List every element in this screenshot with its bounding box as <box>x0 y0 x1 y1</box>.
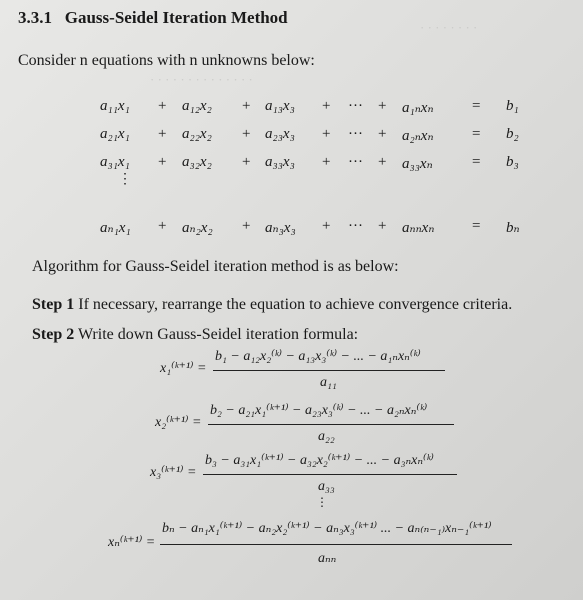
term-3: aₙ₃x₃ <box>265 220 296 236</box>
equals-sign: = <box>472 154 481 170</box>
iteration-formula <box>0 402 583 454</box>
step-label: Step 2 <box>32 326 75 343</box>
plus-sign: + <box>378 98 387 114</box>
rhs: bₙ <box>506 220 520 236</box>
term-3: a₂₃x₃ <box>265 126 295 142</box>
fraction-bar <box>203 474 457 475</box>
ellipsis: ··· <box>348 218 363 234</box>
equation-row <box>100 98 520 120</box>
plus-sign: + <box>242 126 251 142</box>
step-2 <box>32 326 358 344</box>
term-2: a₃₂x₂ <box>182 154 212 170</box>
bleed-through-text: · · · · · · · · · · · · · · <box>150 72 253 87</box>
formula-lhs: xₙ⁽ᵏ⁺¹⁾ = <box>108 535 156 550</box>
intro-text: Consider n equations with n unknowns below: <box>18 52 315 69</box>
plus-sign: + <box>158 98 167 114</box>
fraction-bar <box>160 544 512 545</box>
equals-sign: = <box>472 98 481 114</box>
plus-sign: + <box>378 154 387 170</box>
plus-sign: + <box>378 218 387 234</box>
vertical-ellipsis: ⋮ <box>316 495 328 509</box>
plus-sign: + <box>158 126 167 142</box>
plus-sign: + <box>158 154 167 170</box>
plus-sign: + <box>322 126 331 142</box>
step-label: Step 1 <box>32 296 75 313</box>
plus-sign: + <box>378 126 387 142</box>
equation-row <box>100 126 520 148</box>
term-n: aₙₙxₙ <box>402 220 435 236</box>
equation-row <box>100 154 520 176</box>
formula-denominator: a₃₃ <box>318 479 335 494</box>
iteration-formula <box>0 520 583 580</box>
term-1: a₂₁x₁ <box>100 126 130 142</box>
equals-sign: = <box>472 126 481 142</box>
formula-lhs: x₃⁽ᵏ⁺¹⁾ = <box>150 465 197 480</box>
plus-sign: + <box>158 218 167 234</box>
ellipsis: ··· <box>348 154 363 170</box>
equation-row <box>100 218 520 240</box>
equals-sign: = <box>472 218 481 234</box>
plus-sign: + <box>242 218 251 234</box>
formula-denominator: a₂₂ <box>318 429 335 444</box>
step-1 <box>32 296 512 314</box>
formula-numerator: bₙ − aₙ₁x₁⁽ᵏ⁺¹⁾ − aₙ₂x₂⁽ᵏ⁺¹⁾ − aₙ₃x₃⁽ᵏ⁺¹⁾ ... − aₙ₍ₙ₋₁₎xₙ₋₁⁽ᵏ⁺¹⁾ <box>162 521 492 536</box>
fraction-bar <box>208 424 454 425</box>
term-3: a₁₃x₃ <box>265 98 295 114</box>
term-1: aₙ₁x₁ <box>100 220 131 236</box>
bleed-through-text: · · · · · · · · <box>420 20 478 35</box>
plus-sign: + <box>322 154 331 170</box>
formula-lhs: x₁⁽ᵏ⁺¹⁾ = <box>160 361 207 376</box>
plus-sign: + <box>322 98 331 114</box>
formula-numerator: b₁ − a₁₂x₂⁽ᵏ⁾ − a₁₃x₃⁽ᵏ⁾ − ... − a₁ₙxₙ⁽ᵏ⁾ <box>215 349 421 364</box>
plus-sign: + <box>242 154 251 170</box>
fraction-bar <box>213 370 445 371</box>
formula-denominator: a₁₁ <box>320 375 337 390</box>
term-2: aₙ₂x₂ <box>182 220 213 236</box>
algorithm-intro: Algorithm for Gauss-Seidel iteration method is as below: <box>32 258 399 275</box>
rhs: b₃ <box>506 154 519 170</box>
plus-sign: + <box>322 218 331 234</box>
term-n: a₁ₙxₙ <box>402 100 434 116</box>
term-1: a₃₁x₁ <box>100 154 130 170</box>
term-2: a₂₂x₂ <box>182 126 212 142</box>
plus-sign: + <box>242 98 251 114</box>
formula-numerator: b₂ − a₂₁x₁⁽ᵏ⁺¹⁾ − a₂₃x₃⁽ᵏ⁾ − ... − a₂ₙxₙ⁽ᵏ⁾ <box>210 403 428 418</box>
term-n: a₂ₙxₙ <box>402 128 434 144</box>
section-number: 3.3.1 <box>18 8 52 27</box>
formula-numerator: b₃ − a₃₁x₁⁽ᵏ⁺¹⁾ − a₃₂x₂⁽ᵏ⁺¹⁾ − ... − a₃ₙxₙ⁽ᵏ⁾ <box>205 453 434 468</box>
term-2: a₁₂x₂ <box>182 98 212 114</box>
term-n: a₃₃xₙ <box>402 156 433 172</box>
section-title: Gauss-Seidel Iteration Method <box>64 8 288 27</box>
rhs: b₁ <box>506 98 519 114</box>
term-1: a₁₁x₁ <box>100 98 130 114</box>
rhs: b₂ <box>506 126 519 142</box>
ellipsis: ··· <box>348 126 363 142</box>
formula-denominator: aₙₙ <box>318 551 337 566</box>
ellipsis: ··· <box>348 98 363 114</box>
term-3: a₃₃x₃ <box>265 154 295 170</box>
step-text: Write down Gauss-Seidel iteration formula: <box>77 326 359 343</box>
step-text: If necessary, rearrange the equation to achieve convergence criteria. <box>78 296 513 313</box>
iteration-formula <box>0 348 583 400</box>
section-heading <box>18 8 288 28</box>
vertical-ellipsis: ⋮ <box>118 172 132 187</box>
iteration-formula <box>0 452 583 509</box>
formula-lhs: x₂⁽ᵏ⁺¹⁾ = <box>155 415 202 430</box>
